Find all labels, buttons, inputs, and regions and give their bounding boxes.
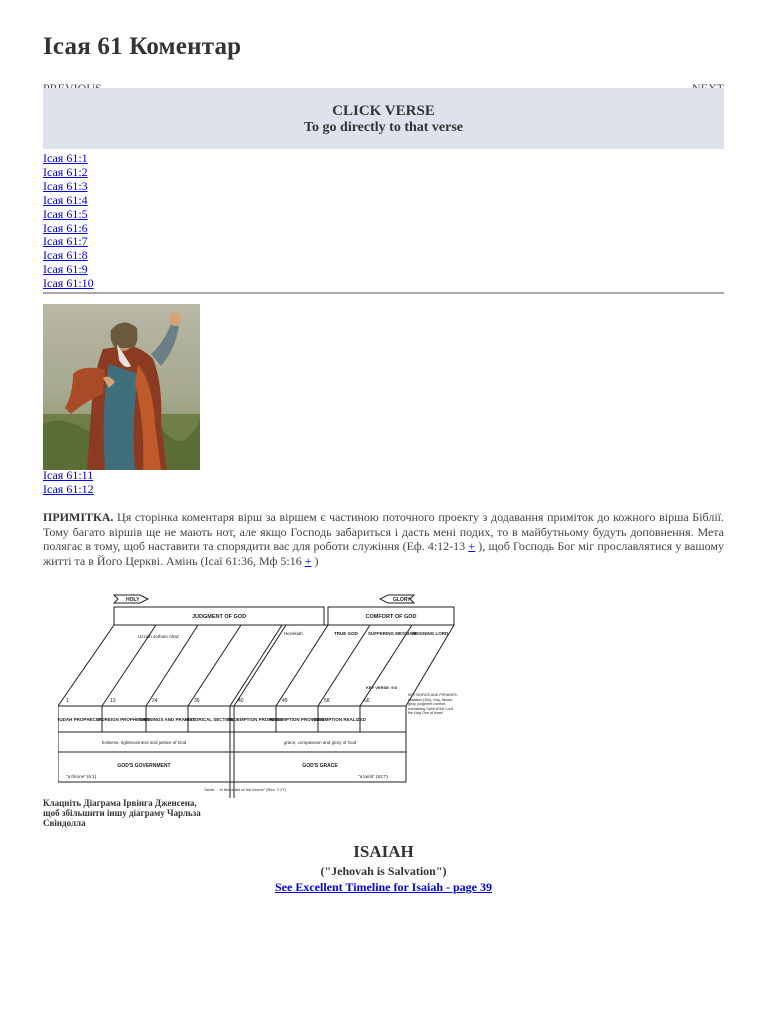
- verse-link-list: [43, 152, 94, 291]
- isaiah-heading: ISAIAH: [353, 842, 414, 861]
- note-link-matthew[interactable]: +: [304, 553, 312, 568]
- box-provided: REDEMPTION PROVIDED: [269, 717, 325, 722]
- box-judah: JUDAH PROPHECIES: [58, 717, 104, 722]
- label-judgment: JUDGMENT OF GOD: [191, 614, 247, 620]
- verse-link-5[interactable]: Ісая 61:5: [43, 206, 88, 221]
- note-paragraph: [43, 510, 724, 568]
- verse-link-6[interactable]: Ісая 61:6: [43, 220, 88, 235]
- isaiah-chart-diagram[interactable]: [58, 586, 458, 800]
- bottom-quote: "lamb ... in the midst of the throne" (Rev. 7:17): [204, 787, 286, 792]
- prophet-illustration: [43, 304, 200, 470]
- note-text-1: Ця сторінка коментаря вірш за віршем є частиною поточного проекту з додавання приміток до кожного вірша Біблії. Тому багато віршів ще не мають нот, але якщо Господь забариться і дасть мені подих, то в майбутньому будуть доповнення. Мета полягає в тому, щоб наставити та спорядити вас для роботи служіння (Еф. 4:12-13: [43, 510, 724, 553]
- chapter-1: 1: [66, 698, 69, 704]
- page-title: Ісая 61 Коментар: [43, 33, 242, 60]
- chapter-36: 36: [194, 698, 200, 704]
- isaiah-subtitle: ("Jehovah is Salvation"): [320, 864, 447, 878]
- verse-link-9[interactable]: Ісая 61:9: [43, 262, 88, 277]
- verse-link-12[interactable]: Ісая 61:12: [43, 481, 94, 496]
- verse-link-list-2: [43, 469, 94, 497]
- label-glory: GLORY: [393, 597, 411, 603]
- label-holy: HOLY: [126, 597, 140, 603]
- chapter-58: 58: [324, 698, 330, 704]
- chapter-49: 49: [282, 698, 288, 704]
- note-text-3: ): [311, 553, 319, 568]
- chapter-40: 40: [238, 698, 244, 704]
- chapter-24: 24: [152, 698, 158, 704]
- timeline-link[interactable]: See Excellent Timeline for Isaiah - page 39: [275, 880, 492, 894]
- note-label: ПРИМІТКА.: [43, 510, 114, 524]
- chapter-66: 66: [364, 698, 370, 704]
- click-verse-banner: [43, 88, 724, 149]
- label-comfort: COMFORT OF GOD: [365, 614, 417, 620]
- box-promised: REDEMPTION PROMISED: [227, 717, 283, 722]
- label-true-god: TRUE GOD: [334, 631, 358, 636]
- verse-link-3[interactable]: Ісая 61:3: [43, 178, 88, 193]
- label-suffering-messiah: SUFFERING MESSIAH: [368, 631, 416, 636]
- verse-link-10[interactable]: Ісая 61:10: [43, 276, 94, 291]
- grace-text: grace, compassion and glory of God: [283, 740, 357, 745]
- label-reigning-lord: REIGNING LORD: [412, 631, 449, 636]
- verse-link-4[interactable]: Ісая 61:4: [43, 192, 88, 207]
- divider: [43, 292, 724, 294]
- key-verse: KEY VERSE: 9:6: [366, 685, 398, 690]
- box-historical: HISTORICAL SECTION: [184, 717, 234, 722]
- note-text-2: ), щоб Господь Бог міг прославлятися у вашому житті та в Його Церкві. Амінь (Ісаї 61:36, Мф 5:16: [43, 539, 724, 568]
- key-words: KEY WORDS AND PHRASES: salvation (26x), holy, throne, glory, judgment comfort, everlasting Spirit of the Lord, the Holy One of Israel: [408, 693, 458, 715]
- verse-link-8[interactable]: Ісая 61:8: [43, 248, 88, 263]
- box-warnings: WARNINGS AND PRAISES: [138, 717, 196, 722]
- chapter-13: 13: [110, 698, 116, 704]
- box-foreign: FOREIGN PROPHECIES: [98, 717, 150, 722]
- throne-text: "a throne" (6:1): [66, 774, 97, 779]
- holiness-text: holiness, righteousness and justice of God: [101, 740, 187, 745]
- verse-link-1[interactable]: Ісая 61:1: [43, 151, 88, 165]
- lamb-text: "a lamb" (53:7): [358, 774, 388, 779]
- click-verse-subheading: To go directly to that verse: [303, 120, 464, 135]
- box-realized: REDEMPTION REALIZED: [312, 717, 366, 722]
- note-link-ephesians[interactable]: +: [468, 539, 476, 553]
- verse-link-7[interactable]: Ісая 61:7: [43, 234, 88, 249]
- isaiah-section: [43, 842, 724, 895]
- verse-link-2[interactable]: Ісая 61:2: [43, 164, 88, 179]
- grace-label: GOD'S GRACE: [302, 763, 338, 769]
- verse-link-11[interactable]: Ісая 61:11: [43, 468, 94, 482]
- click-verse-heading: CLICK VERSE: [332, 103, 435, 119]
- label-kings: Uzziah Jotham Ahaz: [138, 634, 180, 639]
- diagram-caption: Клацніть Діаграма Ірвінга Дженсена, щоб збільшити іншу діаграму Чарльза Свіндолла: [43, 798, 201, 828]
- label-hezekiah: Hezekiah: [284, 631, 303, 636]
- gov-text: GOD'S GOVERNMENT: [117, 763, 171, 769]
